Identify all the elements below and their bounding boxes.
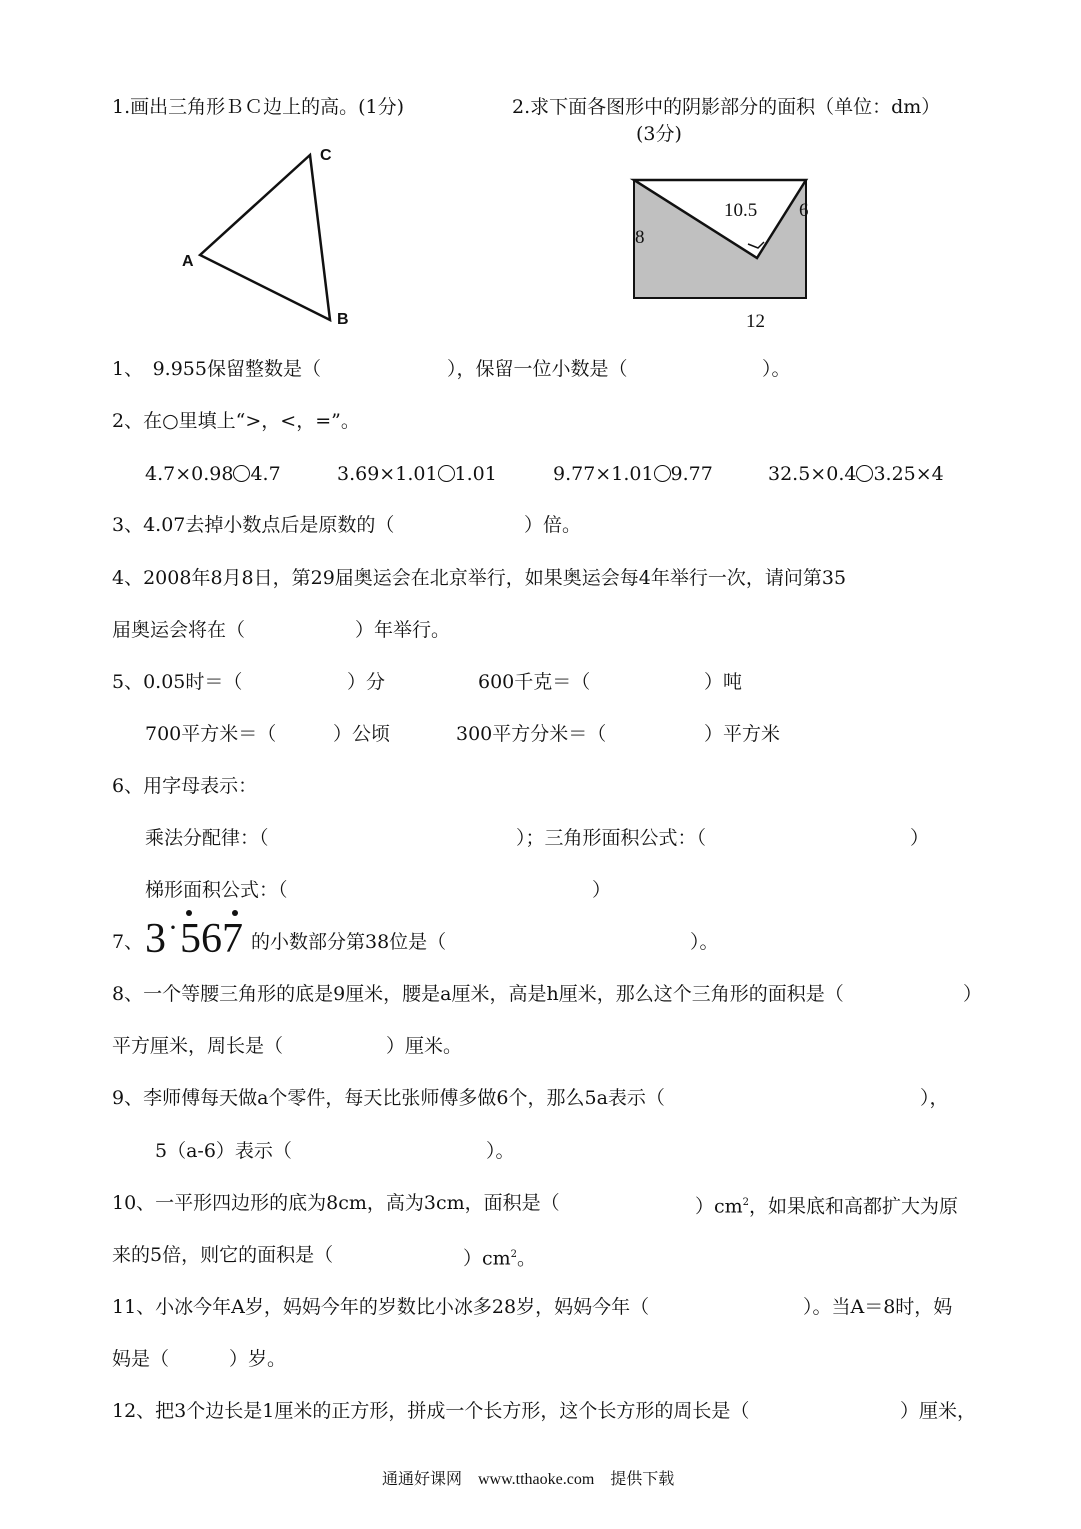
- q9-line-2b: ）。: [486, 1140, 515, 1162]
- q3-part-a: 3、4.07去掉小数点后是原数的（: [112, 514, 395, 536]
- q5-part-f: ）公顷: [333, 723, 391, 745]
- q5-part-e: 700平方米＝（: [145, 723, 277, 745]
- compare-circle[interactable]: [438, 465, 455, 482]
- q5-part-h: ）平方米: [704, 723, 781, 745]
- vertex-b-label: B: [337, 311, 349, 328]
- q2-compare-row-4: [768, 462, 944, 486]
- q1-part-a: 1、 9.955保留整数是（: [112, 358, 321, 380]
- q12-line-1a: 12、把3个边长是1厘米的正方形，拼成一个长方形，这个长方形的周长是（: [112, 1400, 750, 1422]
- q8-line-1b: ）: [963, 983, 983, 1005]
- q8-line-2a: 平方厘米，周长是（: [112, 1035, 284, 1057]
- unit-squared: 2: [742, 1197, 750, 1208]
- repeating-decimal-digits: 567: [180, 916, 243, 962]
- compare-circle[interactable]: [856, 465, 873, 482]
- side-6-label: 6: [799, 200, 809, 221]
- q6-part-a: 乘法分配律：（: [145, 827, 269, 849]
- q5-part-g: 300平方分米＝（: [456, 723, 607, 745]
- triangle-abc: [200, 155, 330, 320]
- q8-line-1a: 8、一个等腰三角形的底是9厘米，腰是a厘米，高是h厘米，那么这个三角形的面积是（: [112, 983, 844, 1005]
- base-12-label: 12: [746, 311, 765, 332]
- height-10-5-label: 10.5: [724, 200, 758, 221]
- q2-title: 2.求下面各图形中的阴影部分的面积（单位：dm）: [512, 96, 941, 118]
- unit-cm: ）cm: [463, 1247, 511, 1270]
- q6-title: 6、用字母表示：: [112, 775, 258, 797]
- q11-line-2a: 妈是（: [112, 1348, 170, 1370]
- q8-line-2b: ）厘米。: [386, 1035, 463, 1057]
- q6-part-b: ）；三角形面积公式：（: [516, 827, 707, 849]
- expr-6: 9.77: [670, 463, 713, 485]
- q7-end: ）。: [690, 931, 719, 953]
- shaded-rectangle-figure: [620, 170, 820, 310]
- q11-line-1a: 11、小冰今年A岁，妈妈今年的岁数比小冰多28岁，妈妈今年（: [112, 1296, 650, 1318]
- q11-line-1b: ）。当A＝8时，妈: [803, 1296, 953, 1318]
- q10-line-1b: [695, 1191, 958, 1218]
- compare-circle[interactable]: [654, 465, 671, 482]
- repeat-dot-start: [186, 910, 192, 916]
- q1-part-b: ），保留一位小数是（: [447, 358, 628, 380]
- q12-line-1b: ）厘米，: [900, 1400, 977, 1422]
- expr-4: 1.01: [454, 463, 497, 485]
- q5-part-d: ）吨: [704, 671, 743, 693]
- q10-line-2a: 来的5倍，则它的面积是（: [112, 1244, 334, 1266]
- q9-line-2a: 5（a-6）表示（: [155, 1140, 292, 1162]
- expr-1: 4.7×0.98: [145, 463, 234, 485]
- q5-part-b: ）分: [347, 671, 386, 693]
- side-8-label: 8: [635, 227, 645, 248]
- q10-line-2b: [463, 1243, 536, 1270]
- q2-text: 2、在○里填上“>，<，=”。: [112, 410, 360, 432]
- q5-part-c: 600千克＝（: [478, 671, 591, 693]
- unit-squared: 2: [510, 1249, 518, 1260]
- vertex-c-label: C: [320, 147, 332, 164]
- q5-part-a: 5、0.05时＝（: [112, 671, 243, 693]
- q7-suffix: 的小数部分第38位是（: [251, 931, 447, 953]
- vertex-a-label: A: [182, 253, 194, 270]
- q6-part-c: ）: [910, 827, 930, 849]
- q6-part-d: 梯形面积公式：（: [145, 879, 288, 901]
- q6-part-e: ）: [592, 879, 612, 901]
- q4-line-1: 4、2008年8月8日，第29届奥运会在北京举行，如果奥运会每4年举行一次，请问第35: [112, 567, 847, 589]
- q2-compare-row: [145, 462, 281, 486]
- expr-8: 3.25×4: [873, 463, 944, 485]
- q4-line-2a: 届奥运会将在（: [112, 619, 246, 641]
- q4-line-2b: ）年举行。: [355, 619, 451, 641]
- q1-title: 1.画出三角形ＢＣ边上的高。(1分): [112, 96, 405, 118]
- expr-7: 32.5×0.4: [768, 463, 857, 485]
- q9-line-1a: 9、李师傅每天做a个零件，每天比张师傅多做6个，那么5a表示（: [112, 1087, 665, 1109]
- q2-points: (3分): [636, 123, 682, 145]
- repeating-decimal-point: ·: [168, 911, 178, 944]
- compare-circle[interactable]: [233, 465, 250, 482]
- q2-compare-row-2: [337, 462, 497, 486]
- q9-line-1b: ），: [920, 1087, 949, 1109]
- q10-line-2c: 。: [517, 1247, 537, 1270]
- q10-line-1c: ，如果底和高都扩大为原: [749, 1195, 959, 1218]
- expr-2: 4.7: [250, 463, 281, 485]
- q3-part-b: ）倍。: [524, 514, 582, 536]
- q10-line-1a: 10、一平形四边形的底为8cm，高为3cm，面积是（: [112, 1192, 560, 1214]
- repeating-decimal-int: 3: [145, 916, 166, 962]
- expr-3: 3.69×1.01: [337, 463, 438, 485]
- triangle-figure: [170, 140, 370, 340]
- q1-part-c: ）。: [762, 358, 791, 380]
- expr-5: 9.77×1.01: [553, 463, 654, 485]
- repeat-dot-end: [232, 910, 238, 916]
- footer-text: 通通好课网 www.tthaoke.com 提供下载: [382, 1471, 675, 1488]
- q11-line-2b: ）岁。: [229, 1348, 287, 1370]
- q7-prefix: 7、: [112, 931, 144, 953]
- q2-compare-row-3: [553, 462, 713, 486]
- unit-cm: ）cm: [695, 1195, 743, 1218]
